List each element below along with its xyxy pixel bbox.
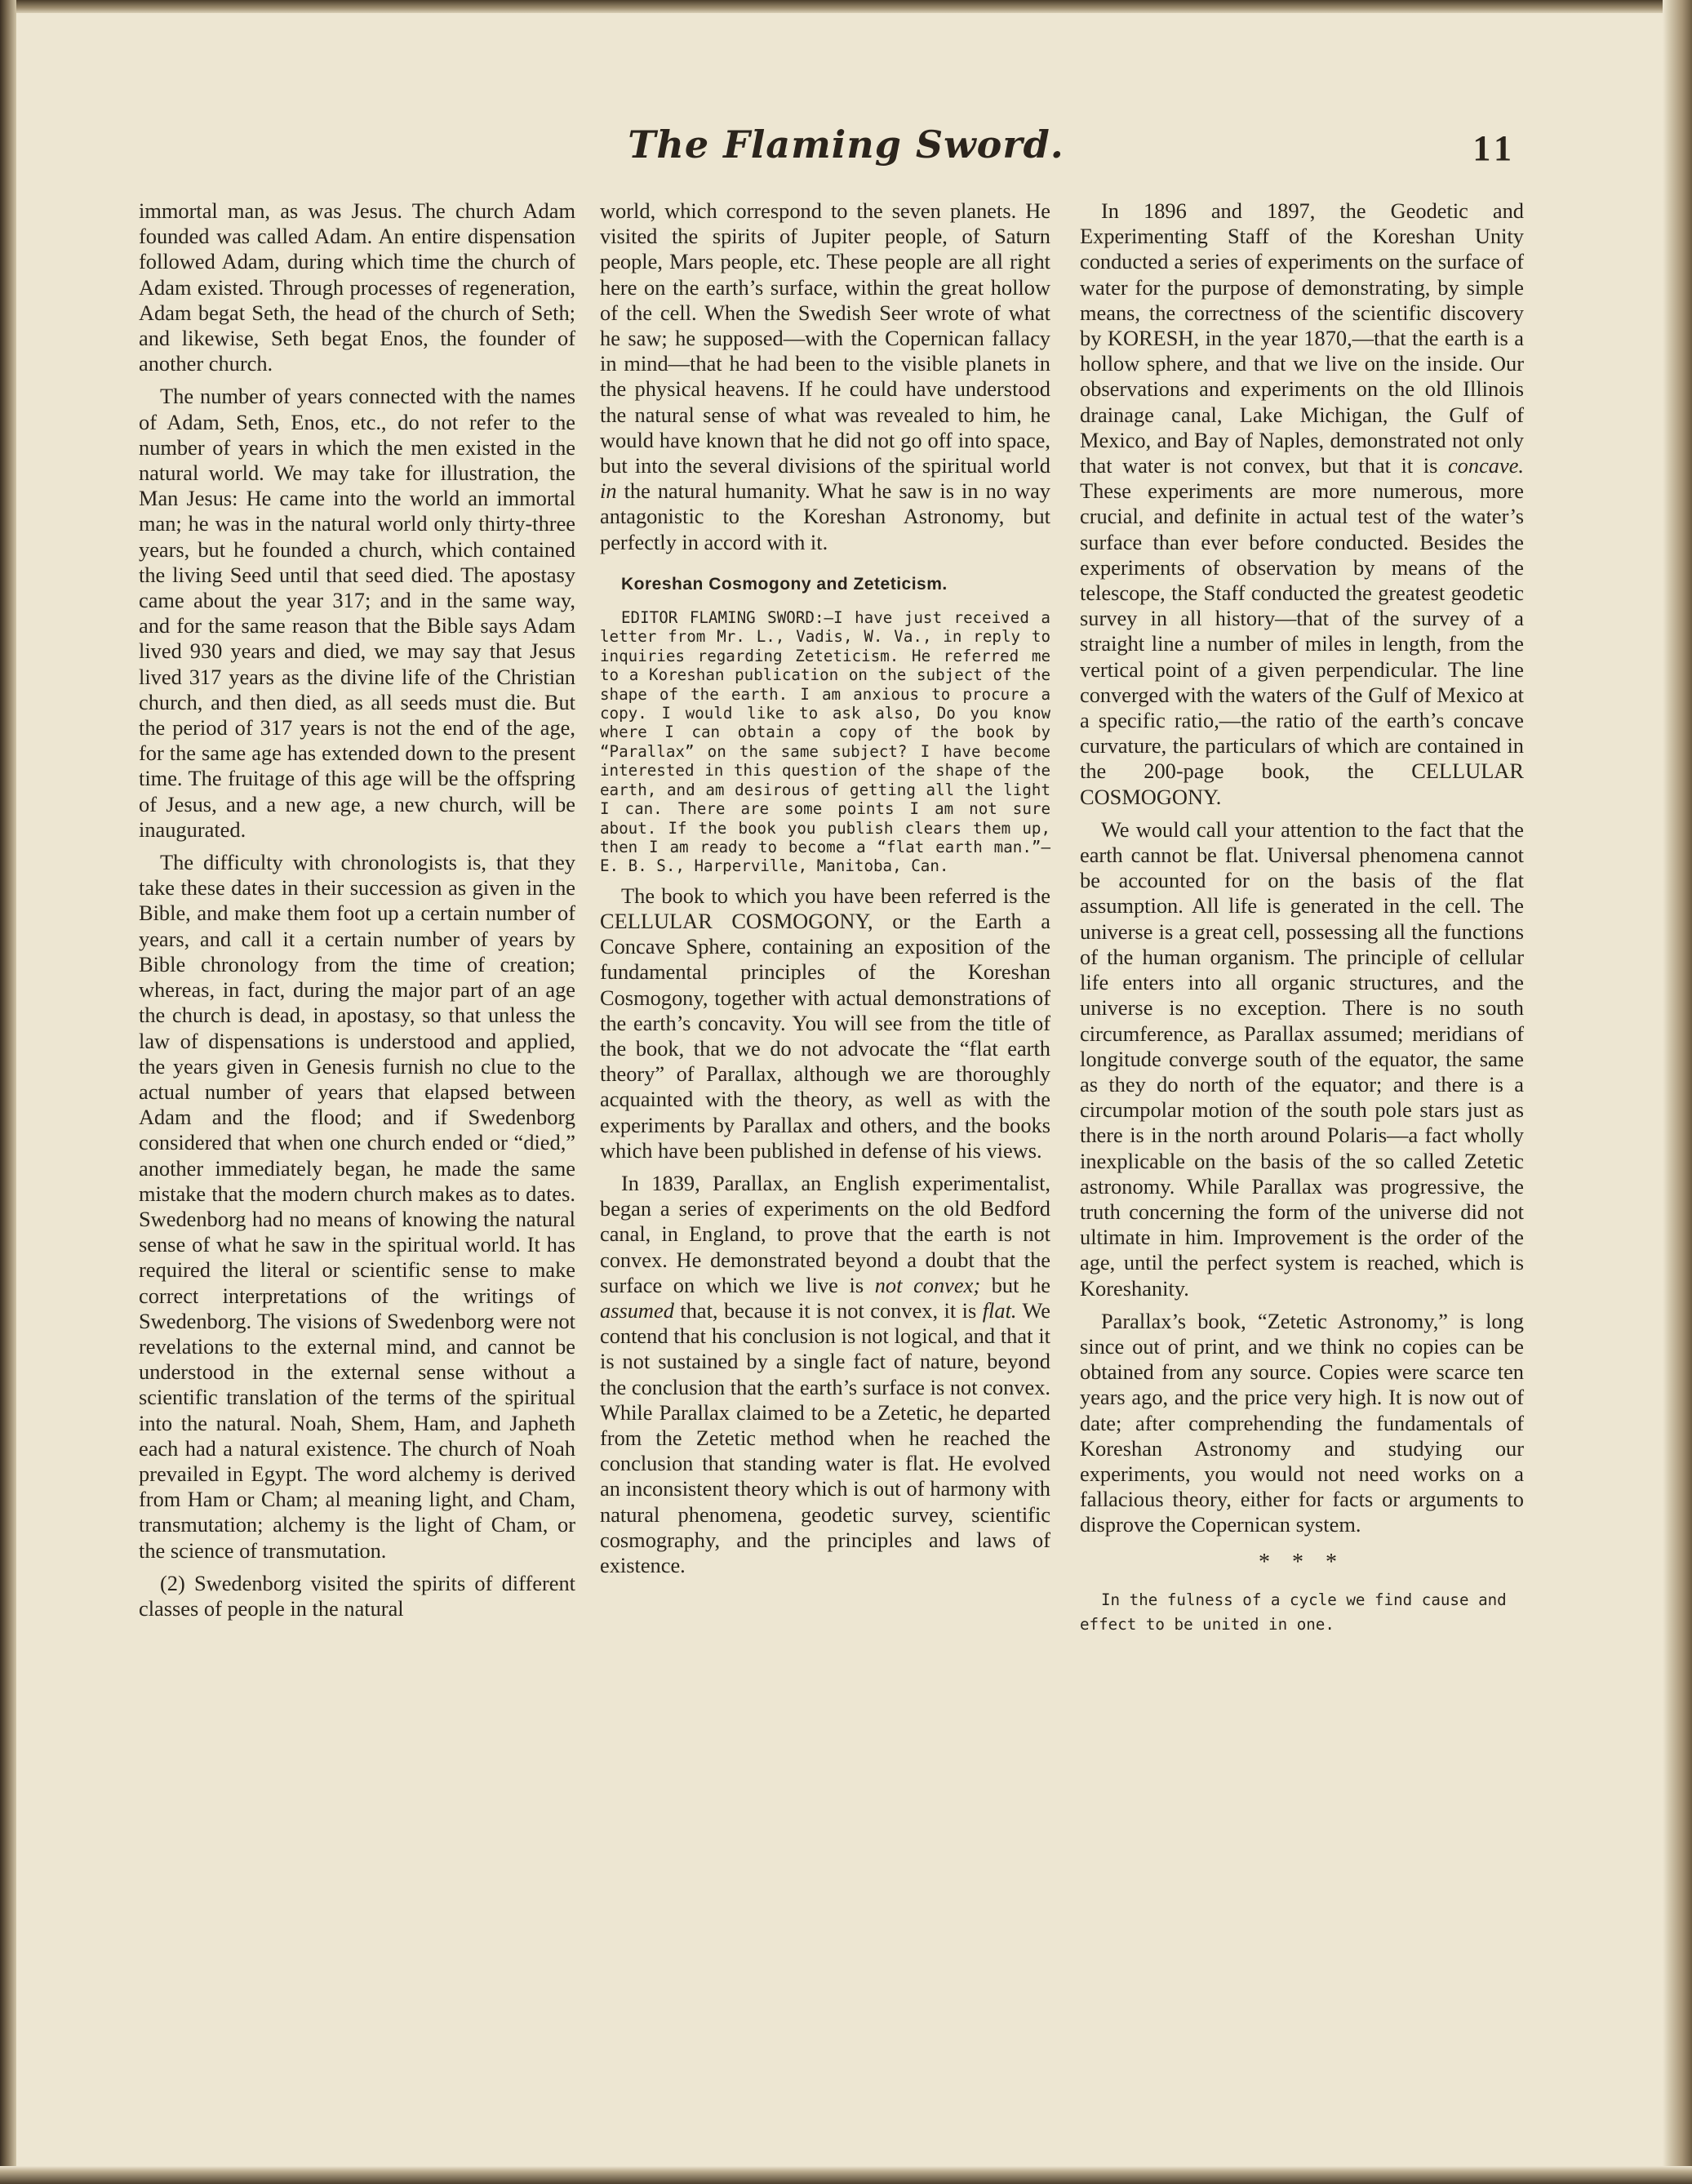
paragraph (1080, 198, 1524, 810)
section-divider-asterisks: * * * (1259, 1549, 1345, 1575)
paragraph (600, 1171, 1050, 1578)
text-run: but he (991, 1272, 1050, 1297)
paragraph: immortal man, as was Jesus. The church Adam founded was called Adam. An entire dispensation followed Adam, during which time the church of Adam existed. Through processes of regeneration, Adam begat Seth, the head of the church of Seth; and likewise, Seth begat Enos, the founder of another church. (139, 198, 575, 376)
text-run: that, because it is not convex, it is (680, 1297, 977, 1323)
journal-title: The Flaming Sword. (628, 122, 1064, 167)
page-number: 11 (1472, 128, 1517, 168)
emphasis: in (600, 478, 617, 504)
emphasis: concave. (1447, 453, 1525, 478)
paragraph: The book to which you have been referred is the CELLULAR COSMOGONY, or the Earth a Concave Sphere, containing an exposition of the fundamental principles of the Koreshan Cosmogony, together with actual demonstrations of the earth’s concavity. You will see from the title of the book, that we do not advocate the “flat earth theory” of Parallax, although we are thoroughly acquainted with the theory, as well as with the experiments by Parallax and others, and the books which have been published in defense of his views. (600, 883, 1050, 1163)
emphasis: assumed (600, 1297, 674, 1323)
running-header (0, 122, 1692, 188)
epigraph: In the fulness of a cycle we find cause and effect to be united in one. (1080, 1590, 1507, 1634)
paragraph: The number of years connected with the names of Adam, Seth, Enos, etc., do not refer to the number of years in which the men existed in the natural world. We may take for illustration, the Man Jesus: He came into the world an immortal man; he was in the natural world only thirty-three years, but he founded a church, which contained the living Seed until that seed died. The apostasy came about the year 317; and in the same way, and for the same reason that the Bible says Adam lived 930 years and died, we may say that Jesus lived 317 years as the divine life of the Christian church, and then died, as all seeds must die. But the period of 317 years is not the end of the age, for the same age has extended down to the present time. The fruitage of this age will be the offspring of Jesus, and a new age, a new church, will be inaugurated. (139, 384, 575, 842)
text-run: In 1839, Parallax, an English experimentalist, began a series of experiments on the old Bedford canal, in England, to prove that the earth is not convex. He demonstrated beyond a doubt that the surface on which we live is (600, 1170, 1050, 1297)
paragraph: Parallax’s book, “Zetetic Astronomy,” is long since out of print, and we think no copies can be obtained from any source. Copies were scarce ten years ago, and the price very high. It is now out of date; after comprehending the fundamentals of Koreshan Astronomy and studying our experiments, you would not need works on a fallacious theory, either for facts or arguments to disprove the Copernican system. (1080, 1308, 1524, 1537)
paragraph: We would call your attention to the fact that the earth cannot be flat. Universal phenomena cannot be accounted for on the basis of the flat assumption. All life is generated in the cell. The universe is a great cell, possessing all the functions of the human organism. The principle of cellular life enters into all organic structures, and the universe is no exception. There is no south circumference, as Parallax assumed; meridians of longitude converge south of the equator, the same as they do north of the equator; and there is a circumpolar motion of the south pole stars just as there is in the north around Polaris—a fact wholly inexplicable on the basis of the so called Zetetic astronomy. While Parallax was progressive, the truth concerning the form of the universe did not ultimate in him. Improvement is the order of the age, until the perfect system is reached, which is Koreshanity. (1080, 816, 1524, 1301)
page-edge-left (0, 0, 16, 2184)
column-3 (1080, 198, 1524, 1644)
page-edge-right (1663, 0, 1692, 2184)
text-run: We contend that his conclusion is not logical, and that it is not sustained by a single fact of nature, beyond the conclusion that the earth’s surface is not convex. While Parallax claimed to be a Zetetic, he departed from the Zetetic method when he reached the conclusion that standing water is flat. He evolved an inconsistent theory which is out of harmony with natural phenomena, geodetic survey, scientific cosmography, and the principles and laws of existence. (600, 1297, 1050, 1578)
emphasis: flat. (982, 1297, 1017, 1323)
paragraph: (2) Swedenborg visited the spirits of different classes of people in the natural (139, 1570, 575, 1621)
emphasis: not convex; (874, 1272, 981, 1297)
paragraph: The difficulty with chronologists is, that they take these dates in their succession as given in the Bible, and make them foot up a certain number of years, and call it a certain number of years by Bible chronology from the time of creation; whereas, in fact, during the major part of an age the church is dead, in apostasy, so that unless the law of dispensations is understood and applied, the years given in Genesis furnish no clue to the actual number of years that elapsed between Adam and the flood; and if Swedenborg considered that when one church ended or “died,” another immediately began, he made the same mistake that the modern church makes as to dates. Swedenborg had no means of knowing the natural sense of what he saw in the spiritual world. It has required the literal or scientific sense to make correct interpretations of the writings of Swedenborg. The visions of Swedenborg were not revelations to the external mind, and cannot be understood in the external sense without a scientific translation of the terms of the spiritual into the natural. Noah, Shem, Ham, and Japheth each had a natural existence. The church of Noah prevailed in Egypt. The word alchemy is derived from Ham or Cham; al meaning light, and Cham, transmutation; alchemy is the light of Cham, or the science of transmutation. (139, 850, 575, 1563)
text-run: the natural humanity. What he saw is in no way antagonistic to the Koreshan Astronomy, but perfectly in accord with it. (600, 478, 1050, 554)
text-run: In 1896 and 1897, the Geodetic and Experimenting Staff of the Koreshan Unity conducted a series of experiments on the surface of water for the purpose of demonstrating, by simple means, the correctness of the scientific discovery by KORESH, in the year 1870,—that the earth is a hollow sphere, and that we live on the inside. Our observations and experiments on the old Illinois drainage canal, Lake Michigan, the Gulf of Mexico, and Bay of Naples, demonstrated not only that water is not convex, but that it is (1080, 198, 1524, 478)
text-run: These experiments are more numerous, more crucial, and definite in actual test of the water’s surface than ever before conducted. Besides the experiments of observation by means of the telescope, the Staff conducted the greatest geodetic survey in all history—that of the survey of a straight line a number of miles in length, from the vertical point of a given perpendicular. The line converged with the waters of the Gulf of Mexico at a specific ratio,—the ratio of the earth’s concave curvature, the particulars of which are contained in the 200-page book, the CELLULAR COSMOGONY. (1080, 478, 1524, 809)
text-run: world, which correspond to the seven planets. He visited the spirits of Jupiter people, of Saturn people, Mars people, etc. These people are all right here on the earth’s surface, within the great hollow of the cell. When the Swedish Seer wrote of what he saw; he supposed—with the Copernican fallacy in mind—that he had been to the visible planets in the physical heavens. If he could have understood the natural sense of what was revealed to him, he would have known that he did not go off into space, but into the several divisions of the spiritual world (600, 198, 1050, 478)
reader-letter: EDITOR FLAMING SWORD:—I have just received a letter from Mr. L., Vadis, W. Va., in reply to inquiries regarding Zeteticism. He referred me to a Koreshan publication on the subject of the shape of the earth. I am anxious to procure a copy. I would like to ask also, Do you know where I can obtain a copy of the book by “Parallax” on the same subject? I have become interested in this question of the shape of the earth, and am desirous of getting all the light I can. There are some points I am not sure about. If the book you publish clears them up, then I am ready to become a “flat earth man.”—E. B. S., Harperville, Manitoba, Can. (600, 608, 1050, 876)
page-edge-top (0, 0, 1692, 13)
paragraph (600, 198, 1050, 555)
page-edge-bottom (0, 2166, 1692, 2184)
column-1 (139, 198, 575, 1629)
section-heading: Koreshan Cosmogony and Zeteticism. (621, 574, 948, 594)
column-2 (600, 198, 1050, 1586)
